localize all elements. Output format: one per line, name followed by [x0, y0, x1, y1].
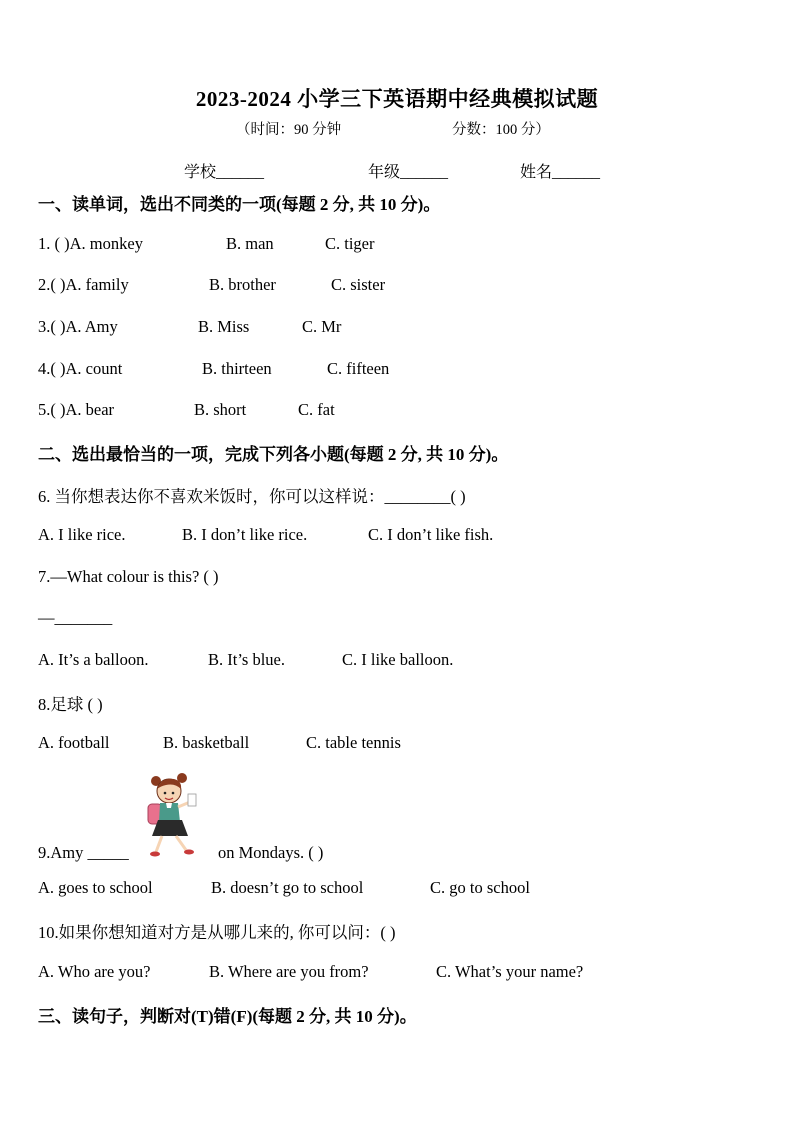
- question-2-stem: 2.( )A. family: [38, 275, 129, 294]
- question-7-answer-line: —_______: [38, 608, 113, 627]
- question-10-option-b: B. Where are you from?: [209, 962, 369, 981]
- section-1-title: 一、读单词，选出不同类的一项(每题 2 分, 共 10 分)。: [38, 195, 441, 214]
- question-9-option-a: A. goes to school: [38, 878, 153, 897]
- question-5-stem: 5.( )A. bear: [38, 400, 115, 419]
- question-3: [38, 317, 118, 337]
- question-8-option-a: A. football: [38, 733, 110, 752]
- question-9-option-c: C. go to school: [430, 878, 530, 897]
- question-6-option-c: C. I don’t like fish.: [368, 525, 494, 544]
- question-2-option-c: C. sister: [331, 275, 386, 294]
- question-3-stem: 3.( )A. Amy: [38, 317, 118, 336]
- question-7-stem: 7.—What colour is this? ( ): [38, 567, 219, 586]
- question-9-option-b: B. doesn’t go to school: [211, 878, 364, 897]
- question-9-stem-a: 9.Amy _____: [38, 843, 129, 862]
- question-1-stem: 1. ( )A. monkey: [38, 234, 143, 253]
- question-9-stem-b: on Mondays. ( ): [218, 843, 324, 862]
- page-title: 2023-2024 小学三下英语期中经典模拟试题: [195, 87, 599, 111]
- question-5-option-c: C. fat: [298, 400, 335, 419]
- exam-score: 分数：100 分）: [452, 122, 550, 138]
- question-8-option-c: C. table tennis: [306, 733, 401, 752]
- question-7-option-b: B. It’s blue.: [208, 650, 285, 669]
- section-3-title: 三、读句子，判断对(T)错(F)(每题 2 分, 共 10 分)。: [38, 1007, 417, 1026]
- school-field: 学校______: [184, 164, 265, 181]
- question-5-option-b: B. short: [194, 400, 247, 419]
- question-6-option-b: B. I don’t like rice.: [182, 525, 308, 544]
- question-6-stem: 6. 当你想表达你不喜欢米饭时，你可以这样说：________( ): [38, 487, 466, 506]
- question-8-option-b: B. basketball: [163, 733, 250, 752]
- question-4-option-c: C. fifteen: [327, 359, 390, 378]
- section-2-title: 二、选出最恰当的一项，完成下列各小题(每题 2 分, 共 10 分)。: [38, 445, 509, 464]
- question-7-option-a: A. It’s a balloon.: [38, 650, 149, 669]
- question-1: [38, 234, 143, 254]
- exam-time: （时间：90 分钟: [236, 122, 342, 138]
- question-5: [38, 400, 114, 420]
- question-4-option-b: B. thirteen: [202, 359, 272, 378]
- question-8-stem: 8.足球 ( ): [38, 695, 103, 714]
- question-10-option-a: A. Who are you?: [38, 962, 151, 981]
- question-3-option-b: B. Miss: [198, 317, 250, 336]
- question-2: [38, 275, 129, 295]
- question-7-option-c: C. I like balloon.: [342, 650, 454, 669]
- question-6-option-a: A. I like rice.: [38, 525, 126, 544]
- grade-field: 年级______: [368, 164, 449, 181]
- question-2-option-b: B. brother: [209, 275, 276, 294]
- question-1-option-c: C. tiger: [325, 234, 375, 253]
- question-10-stem: 10.如果你想知道对方是从哪儿来的, 你可以问：( ): [38, 923, 396, 942]
- question-4-stem: 4.( )A. count: [38, 359, 123, 378]
- question-3-option-c: C. Mr: [302, 317, 342, 336]
- name-field: 姓名______: [520, 164, 601, 181]
- question-10-option-c: C. What’s your name?: [436, 962, 584, 981]
- girl-running-to-school-icon: [142, 772, 208, 860]
- question-1-option-b: B. man: [226, 234, 274, 253]
- question-4: [38, 359, 122, 379]
